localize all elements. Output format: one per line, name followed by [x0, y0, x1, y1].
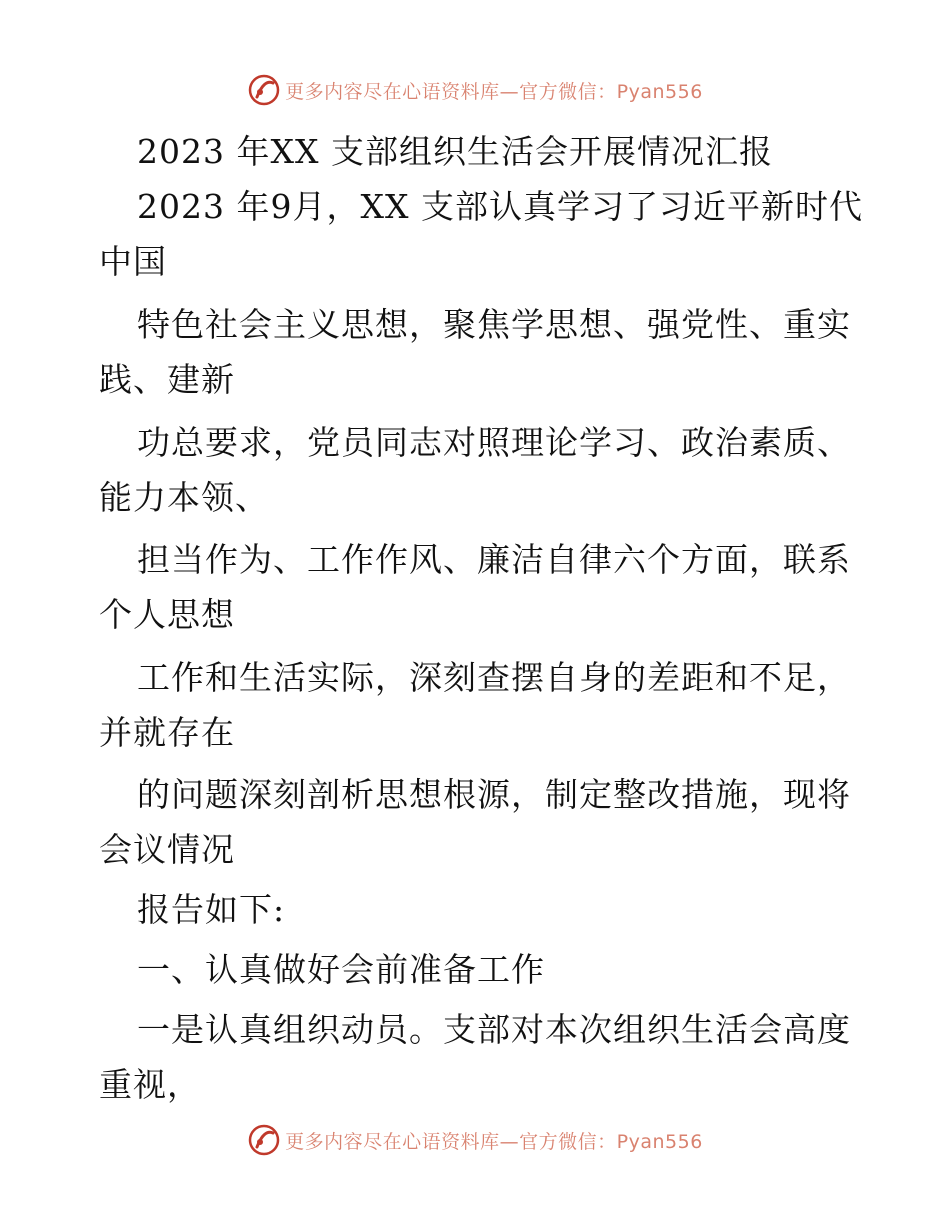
seal-logo-icon	[247, 73, 281, 107]
text-line: 担当作为、工作作风、廉洁自律六个方面，联系	[137, 540, 851, 579]
text-line: 的问题深刻剖析思想根源，制定整改措施，现将	[137, 775, 851, 814]
watermark-banner-top	[0, 70, 950, 110]
watermark-text: 更多内容尽在心语资料库—官方微信：Pyan556	[285, 1130, 703, 1153]
text-line: 中国	[99, 242, 167, 281]
text-line: 报告如下:	[137, 890, 286, 929]
text-line: 会议情况	[99, 830, 235, 869]
text-line: 一是认真组织动员。支部对本次组织生活会高度	[137, 1010, 851, 1049]
text-line: 能力本领、	[99, 478, 269, 517]
text-line: 个人思想	[99, 595, 235, 634]
seal-logo-icon	[247, 1123, 281, 1157]
text-line: 重视，	[99, 1065, 201, 1104]
text-line: 功总要求，党员同志对照理论学习、政治素质、	[137, 423, 851, 462]
section-heading: 一、认真做好会前准备工作	[137, 950, 545, 989]
watermark-banner-bottom	[0, 1120, 950, 1160]
text-line: 2023 年9月，XX 支部认真学习了习近平新时代	[137, 187, 863, 226]
watermark-text: 更多内容尽在心语资料库—官方微信：Pyan556	[285, 80, 703, 103]
text-line: 工作和生活实际，深刻查摆自身的差距和不足，	[137, 658, 851, 697]
document-title: 2023 年XX 支部组织生活会开展情况汇报	[137, 132, 773, 171]
text-line: 并就存在	[99, 713, 235, 752]
text-line: 践、建新	[99, 360, 235, 399]
text-line: 特色社会主义思想，聚焦学思想、强党性、重实	[137, 305, 851, 344]
